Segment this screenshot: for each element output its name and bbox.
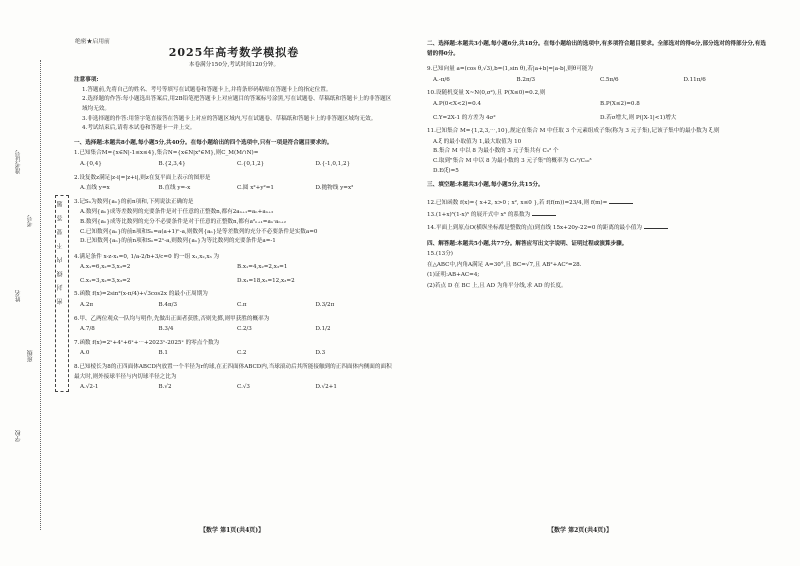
answer-blank [532, 209, 556, 216]
option: D.3 [315, 350, 326, 357]
section-heading: 一、选择题:本题共8小题,每小题5分,共40分。在每小题给出的四个选项中,只有一项是符合题目要求的。 [74, 139, 333, 146]
page-title: 2025年高考数学模拟卷 [168, 46, 300, 59]
page-footer: 【数学 第1页(共4页)】 [200, 527, 265, 534]
option: A.ξ 的最小取值为 1,最大取值为 10 [433, 138, 522, 145]
option: D.已知数列{aₙ}的前n项和Sₙ=2ⁿ-a,则数列{aₙ}为等比数列的充要条件是a=-1 [80, 238, 276, 245]
page-2 [427, 40, 767, 292]
question-stem: 8.已知棱长为8的正四面体ABCD内放置一个半径为r的球,在正四面体ABCD内,当球滚动后其所能接触到的正四面体内侧面的面积最大时,则外接球半径与内切球半径之比为 [74, 364, 392, 380]
page-subtitle: 本卷满分150分,考试时间120分钟。 [188, 61, 280, 68]
notice-item: 4.考试结束后,请将本试卷和答题卡一并上交。 [82, 125, 196, 132]
option: A.-π/6 [433, 76, 450, 83]
notice-item: 2.选择题的作答:每小题选出答案后,用2B铅笔把答题卡上对应题目的答案标号涂黑,写在试题卷、草稿纸和答题卡上的非答题区域均无效。 [82, 96, 392, 112]
question-stem: 7.函数 f(x)=2ˣ+4ˣ+6ˣ+⋯+2023ˣ-2025ˣ 的零点个数为 [74, 339, 220, 346]
option: D.{-1,0,1,2} [315, 160, 351, 167]
notice-item: 1.答题前,先将自己的姓名、考号等填写在试题卷和答题卡上,并将条形码粘贴在答题卡上的指定位置。 [82, 86, 332, 93]
question-part: (2)若点 D 在 BC 上,且 AD 为角平分线,求 AD 的长度。 [427, 282, 567, 289]
option: D.若σ增大,则 P(|X-1|<1)增大 [600, 114, 677, 121]
option-row [74, 263, 394, 273]
option: B.P(X≤2)=0.8 [600, 100, 640, 107]
question-stem [427, 222, 767, 234]
page-1 [74, 40, 394, 397]
question-stem: 9.已知向量 a=(cos θ,√3),b=(1,sin θ),若|a+b|=|a-b|,则θ可能为 [427, 66, 593, 73]
question-body: 在△ABC中,内角A满足 A=30°,且 BC=√7,且 AB²+AC²=28. [427, 261, 582, 268]
option: A.2π [80, 302, 94, 309]
option: B.数列{aₙ}成等比数列的充分不必要条件是对于任意的正整数n,都有a²ₙ₊₁=aₙ·aₙ₊₂ [80, 218, 286, 225]
option: C.取到"集合 M 中以 8 为最小数的 3 元子集"的概率为 C₂²/C₁₀³ [433, 157, 592, 164]
option: C.圆 x²+y²=1 [237, 185, 274, 192]
option: A.数列{aₙ}成等差数列的充要条件是对于任意的正整数n,都有2aₙ₊₁=aₙ+aₙ₊₂ [80, 209, 274, 216]
option-row [427, 76, 767, 86]
option: B.4π/3 [158, 302, 178, 309]
option: A.√2-1 [80, 384, 99, 391]
question-stem: 1.已知集合M={x∈N|-1≤x≤4},集合N={x∈N|x²∈M},则C_M(M∩N)= [74, 150, 259, 157]
binding-label-school: 学校 [15, 430, 22, 442]
option-row [74, 301, 394, 311]
option: A.{0,4} [80, 160, 102, 167]
binding-label-name: 姓名 [15, 290, 22, 302]
option: D.3/2π [315, 302, 335, 309]
question-stem: 3.记Sₙ为数列{aₙ}的前n项和,下列说法正确的是 [74, 198, 194, 205]
option: A.x₁=6,x₂=3,x₃=2 [80, 264, 131, 271]
option: B.{2,3,4} [158, 160, 186, 167]
option: B.集合 M 中以 8 为最小数的 3 元子集共有 C₃² 个 [433, 148, 559, 155]
option: D.√2+1 [315, 384, 337, 391]
option: C.2 [237, 350, 247, 357]
option: B.x₁=4,x₂=2,x₃=1 [237, 264, 288, 271]
option-row [427, 100, 767, 110]
question-text: 13.(1+x)⁵(1-x)⁵ 的展开式中 x⁶ 的系数为 [427, 212, 531, 219]
option: B.3/4 [158, 326, 174, 333]
option: D.x₁=18,x₂=12,x₃=2 [237, 277, 295, 284]
option: C.Y=2X-1 的方差为 4σ² [433, 114, 496, 121]
option: D.E(ξ)=5 [433, 167, 459, 174]
page-footer: 【数学 第2页(共4页)】 [548, 527, 613, 534]
option: A.P(0<X<2)=0.4 [433, 100, 482, 107]
option: A.7/8 [80, 326, 95, 333]
section-heading: 四、解答题:本题共5小题,共77分。解答应写出文字说明、证明过程或演算步骤。 [427, 240, 628, 247]
option: D.抛物线 y=x² [315, 185, 354, 192]
question-stem [427, 209, 767, 221]
section-heading: 二、选择题:本题共3小题,每小题6分,共18分。在每小题给出的选项中,有多项符合题目要求。全部选对的得6分,部分选对的得部分分,有选错的得0分。 [427, 41, 766, 57]
option: B.直线 y=-x [158, 185, 191, 192]
option-row [74, 325, 394, 335]
question-stem: 10.设随机变量 X~N(0,σ²),且 P(X≤0)=0.2,则 [427, 90, 546, 97]
notice-item: 3.非选择题的作答:用签字笔直接答在答题卡上对应的答题区域内,写在试题卷、草稿纸和答题卡上的非答题区域均无效。 [82, 115, 377, 122]
confidential-header: 绝密★启用前 [75, 39, 110, 45]
notice-heading: 注意事项: [74, 77, 99, 84]
seal-notice: 密 封 线 内 不 要 答 题 [57, 198, 64, 305]
answer-blank [644, 222, 668, 229]
section-heading: 三、填空题:本题共3小题,每小题5分,共15分。 [427, 182, 544, 189]
option: C.√3 [237, 384, 250, 391]
option-row [74, 277, 394, 287]
question-stem: 11.已知集合 M={1,2,3,⋯,10},规定在集合 M 中任取 3 个元素组成子集(称为 3 元子集),记该子集中的最小数为 ξ,则 [427, 128, 720, 135]
question-stem: 15.(13分) [427, 251, 453, 258]
option: C.x₁=3,x₂=3,x₃=2 [80, 277, 131, 284]
seal-dotted-line [40, 60, 41, 530]
option-row [74, 383, 394, 393]
option: B.1 [158, 350, 168, 357]
question-stem [427, 197, 767, 209]
question-text: 12.已知函数 f(x)={ x+2, x>0 ; x², x≤0 },若 f(f(m))=23/4,则 f(m)= [427, 199, 608, 206]
option-row [74, 184, 394, 194]
binding-label-seat-number: 考号 [27, 215, 34, 227]
question-part: (1)证明:AB+AC=4; [427, 272, 480, 279]
answer-blank [609, 197, 633, 204]
option: C.已知数列{aₙ}的前n项和Sₙ=a(a+1)ⁿ-a,则数列{aₙ}是等差数列的充分不必要条件是实数a=0 [80, 228, 318, 235]
option: A.0 [80, 350, 90, 357]
option-row [427, 114, 767, 124]
binding-strip [0, 0, 62, 566]
option-row [74, 349, 394, 359]
option: C.2/3 [237, 326, 252, 333]
option: D.1/2 [315, 326, 331, 333]
question-stem: 2.设复数z满足|z-i|=|z+i|,则z在复平面上表示的图形是 [74, 174, 211, 181]
option-row [74, 160, 394, 170]
binding-label-class: 班级 [27, 350, 34, 362]
option: C.π [237, 302, 247, 309]
question-stem: 6.甲、乙两位观众一队均与明作,先做出正面者获胜,否则先掷,则甲获胜的概率为 [74, 315, 270, 322]
question-stem: 4.满足条件 x-z-x₁=0, 1/a-2/b+3/c=0 的一组 x₁,x₂,x₃ 为 [74, 253, 220, 260]
question-stem: 5.函数 f(x)=2sin²(x-π/4)+√3cos2x 的最小正周期为 [74, 291, 208, 298]
option: C.5π/6 [600, 76, 619, 83]
option: B.√2 [158, 384, 172, 391]
option: A.直线 y=x [80, 185, 110, 192]
option: C.{0,1,2} [237, 160, 265, 167]
option: B.2π/3 [516, 76, 536, 83]
binding-label-exam-number: 准考证号 [15, 150, 22, 174]
option: D.11π/6 [683, 76, 706, 83]
question-text: 14.平面上到原点O(横纵坐标都是整数的点)到直线 15x+20y-22=0 的距离的最小值为 [427, 224, 642, 231]
